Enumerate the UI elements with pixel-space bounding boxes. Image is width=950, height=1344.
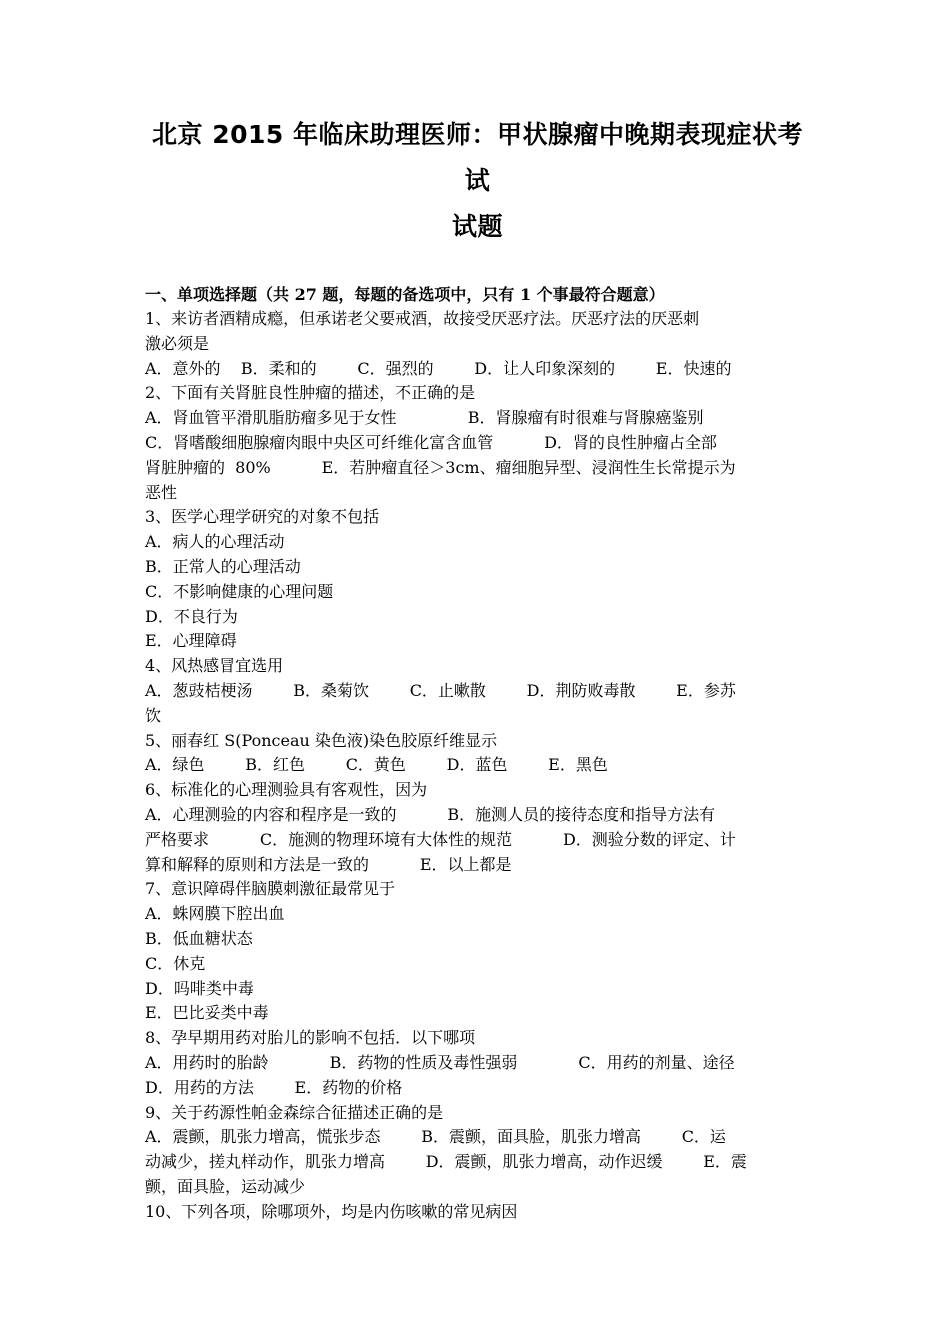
- text-line: 算和解释的原则和方法是一致的 E．以上都是: [145, 854, 512, 874]
- question-list: [145, 307, 810, 1224]
- document-title: [145, 112, 810, 250]
- text-line: D．吗啡类中毒: [145, 978, 254, 998]
- text-line: 8、孕早期用药对胎儿的影响不包括．以下哪项: [145, 1028, 476, 1048]
- text-line: 2、下面有关肾脏良性肿瘤的描述，不正确的是: [145, 383, 476, 403]
- text-line: 1、来访者酒精成瘾，但承诺老父要戒酒，故接受厌恶疗法。厌恶疗法的厌恶刺: [145, 309, 700, 328]
- text-line: A．绿色 B．红色 C．黄色 D．蓝色 E．黑色: [145, 755, 608, 775]
- text-line: 3、医学心理学研究的对象不包括: [145, 507, 380, 527]
- text-line: D．用药的方法 E．药物的价格: [145, 1077, 403, 1097]
- document-page: [145, 112, 810, 1224]
- text-line: A．意外的 B．柔和的 C．强烈的 D．让人印象深刻的 E．快速的: [145, 358, 732, 378]
- text-line: 恶性: [145, 482, 178, 502]
- text-line: 饮: [145, 705, 162, 725]
- text-line: A．肾血管平滑肌脂肪瘤多见于女性 B．肾腺瘤有时很难与肾腺癌鉴别: [145, 408, 704, 428]
- text-line: C．休克: [145, 953, 206, 973]
- text-line: 严格要求 C．施测的物理环境有大体性的规范 D．测验分数的评定、计: [145, 829, 736, 849]
- text-line: C．肾嗜酸细胞腺瘤肉眼中央区可纤维化富含血管 D．肾的良性肿瘤占全部: [145, 432, 717, 452]
- text-line: 6、标准化的心理测验具有客观性，因为: [145, 780, 428, 800]
- document-title-line-1: 北京 2015 年临床助理医师：甲状腺瘤中晚期表现症状考试: [152, 120, 803, 195]
- text-line: A．用药时的胎龄 B．药物的性质及毒性强弱 C．用药的剂量、途径: [145, 1052, 735, 1072]
- text-line: A．震颤，肌张力增高，慌张步态 B．震颤，面具脸，肌张力增高 C．运: [145, 1127, 726, 1147]
- text-line: 肾脏肿瘤的 80% E．若肿瘤直径＞3cm、瘤细胞异型、浸润性生长常提示为: [145, 457, 736, 477]
- text-line: B．低血糖状态: [145, 928, 253, 948]
- text-line: 10、下列各项，除哪项外，均是内伤咳嗽的常见病因: [145, 1201, 518, 1221]
- text-line: 激必须是: [145, 333, 210, 353]
- text-line: A．蛛网膜下腔出血: [145, 904, 285, 924]
- text-line: 5、丽春红 S(Ponceau 染色液)染色胶原纤维显示: [145, 730, 498, 750]
- text-line: D．不良行为: [145, 606, 238, 626]
- text-line: A．病人的心理活动: [145, 532, 285, 552]
- text-line: 7、意识障碍伴脑膜刺激征最常见于: [145, 879, 396, 899]
- text-line: 9、关于药源性帕金森综合征描述正确的是: [145, 1102, 444, 1122]
- text-line: 动减少，搓丸样动作，肌张力增高 D．震颤，肌张力增高，动作迟缓 E．震: [145, 1152, 747, 1172]
- section-heading: 一、单项选择题（共 27 题，每题的备选项中，只有 1 个事最符合题意）: [145, 285, 665, 304]
- text-line: E．心理障碍: [145, 631, 237, 651]
- text-line: A．心理测验的内容和程序是一致的 B．施测人员的接待态度和指导方法有: [145, 804, 716, 824]
- text-line: 4、风热感冒宜选用: [145, 656, 284, 676]
- text-line: A．葱豉桔梗汤 B．桑菊饮 C．止嗽散 D．荆防败毒散 E．参苏: [145, 680, 736, 700]
- text-line: B．正常人的心理活动: [145, 556, 301, 576]
- text-line: E．巴比妥类中毒: [145, 1003, 269, 1023]
- document-title-line-2: 试题: [451, 212, 503, 241]
- text-line: C．不影响健康的心理问题: [145, 581, 334, 601]
- text-line: 颤，面具脸，运动减少: [145, 1176, 306, 1196]
